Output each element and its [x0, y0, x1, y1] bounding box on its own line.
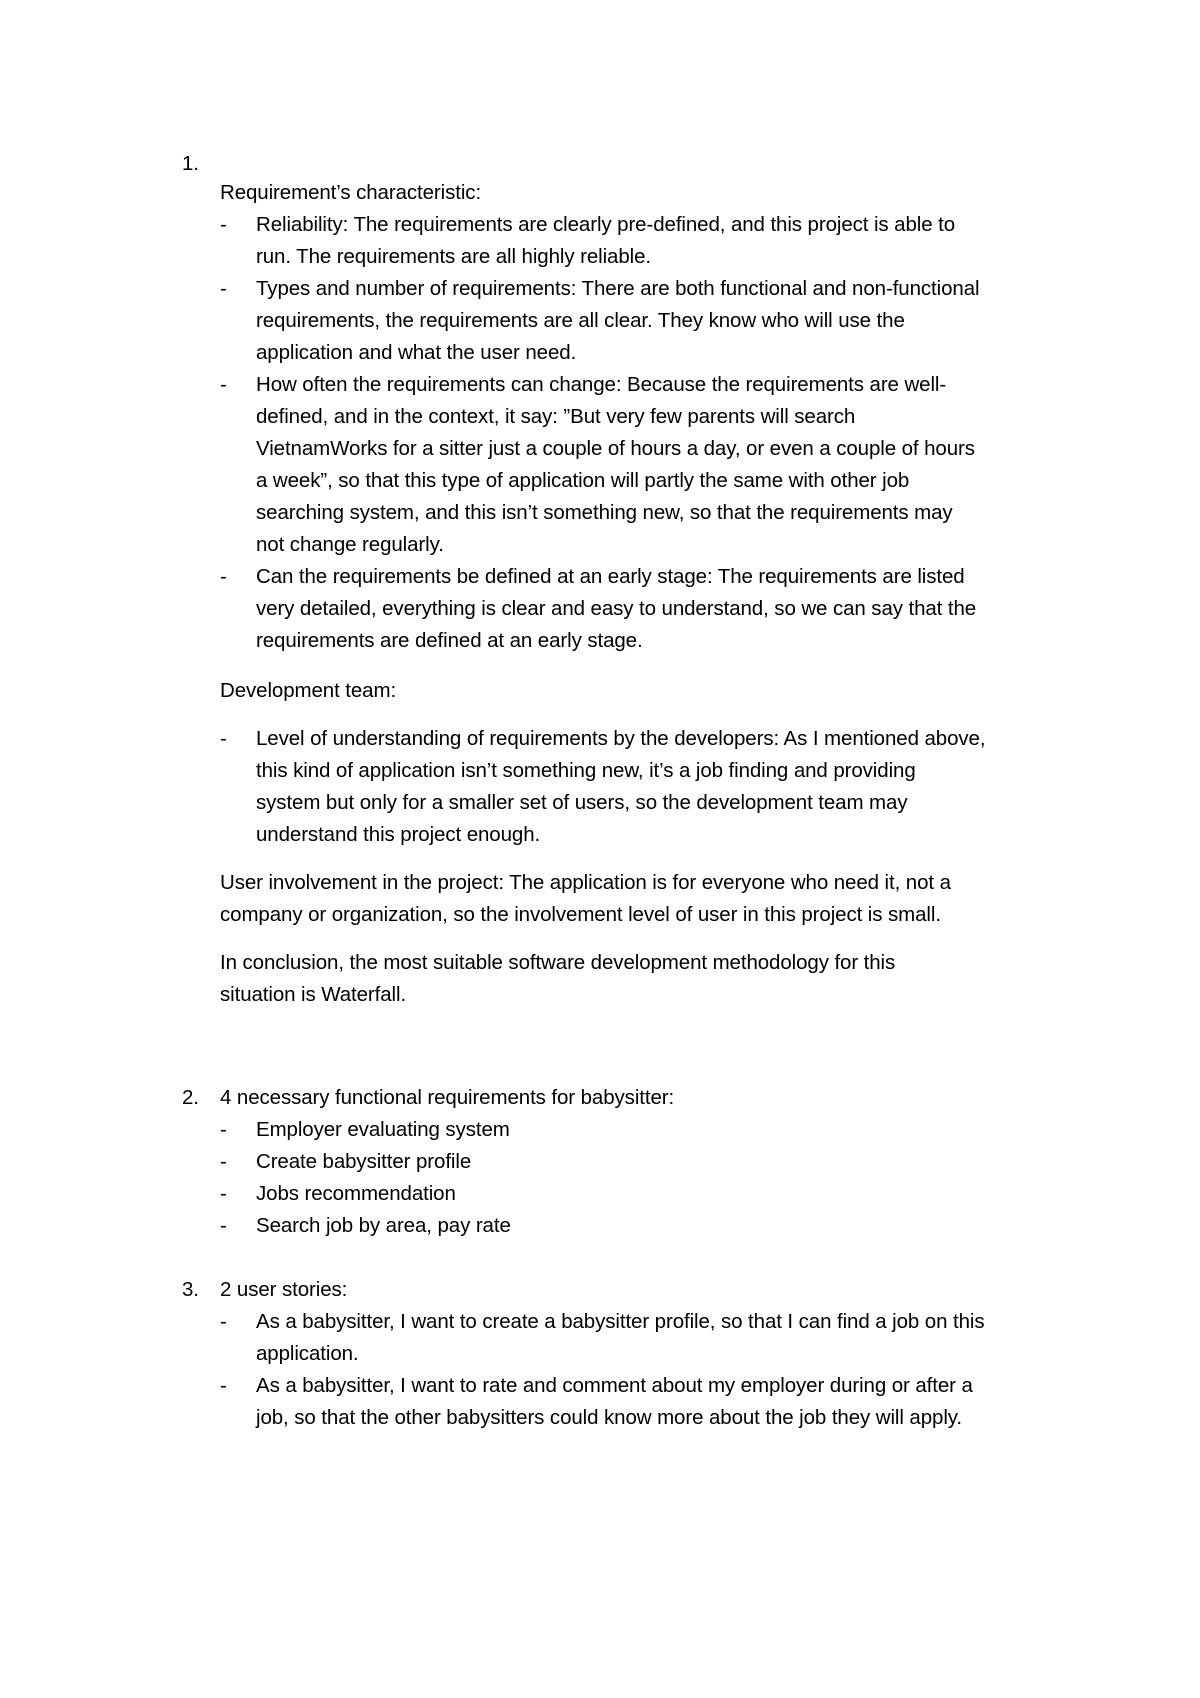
bullet-dash: - — [220, 565, 227, 588]
section-1-number: 1. — [182, 152, 199, 175]
text-line: VietnamWorks for a sitter just a couple of hours a day, or even a couple of hours — [256, 437, 975, 460]
development-team-heading: Development team: — [220, 679, 397, 702]
text-line: Types and number of requirements: There are both functional and non-functional — [256, 277, 980, 300]
text-line: defined, and in the context, it say: ”But very few parents will search — [256, 405, 856, 428]
list-item — [220, 1114, 1100, 1146]
text-line: In conclusion, the most suitable software development methodology for this — [220, 951, 896, 974]
requirements-heading: Requirement’s characteristic: — [220, 181, 482, 204]
bullet-dash: - — [220, 1214, 227, 1237]
section-1-requirements — [220, 177, 1100, 657]
text-line: As a babysitter, I want to create a babysitter profile, so that I can find a job on this — [256, 1310, 985, 1333]
text-line: searching system, and this isn’t something new, so that the requirements may — [256, 501, 953, 524]
text-line: Employer evaluating system — [256, 1118, 510, 1141]
text-line: Create babysitter profile — [256, 1150, 472, 1173]
bullet-dash: - — [220, 1310, 227, 1333]
text-line: Search job by area, pay rate — [256, 1214, 511, 1237]
list-item — [220, 723, 1100, 851]
list-item — [220, 369, 1100, 561]
text-line: not change regularly. — [256, 533, 444, 556]
text-line: understand this project enough. — [256, 823, 541, 846]
text-line: As a babysitter, I want to rate and comment about my employer during or after a — [256, 1374, 973, 1397]
text-line: company or organization, so the involvement level of user in this project is small. — [220, 903, 941, 926]
section-3-number: 3. — [182, 1278, 199, 1301]
bullet-dash: - — [220, 213, 227, 236]
list-item — [220, 1306, 1100, 1370]
text-line: run. The requirements are all highly reliable. — [256, 245, 651, 268]
list-item — [220, 209, 1100, 273]
section-2-number: 2. — [182, 1086, 199, 1109]
text-line: this kind of application isn’t something new, it’s a job finding and providing — [256, 759, 916, 782]
text-line: Reliability: The requirements are clearly pre-defined, and this project is able to — [256, 213, 956, 236]
bullet-dash: - — [220, 1118, 227, 1141]
text-line: situation is Waterfall. — [220, 983, 407, 1006]
text-line: system but only for a smaller set of users, so the development team may — [256, 791, 908, 814]
list-item — [220, 561, 1100, 657]
text-line: User involvement in the project: The application is for everyone who need it, not a — [220, 871, 951, 894]
text-line: job, so that the other babysitters could know more about the job they will apply. — [256, 1406, 963, 1429]
text-line: very detailed, everything is clear and easy to understand, so we can say that the — [256, 597, 977, 620]
text-line: a week”, so that this type of application will partly the same with other job — [256, 469, 910, 492]
text-line: application. — [256, 1342, 359, 1365]
list-item — [220, 273, 1100, 369]
bullet-dash: - — [220, 277, 227, 300]
list-item — [220, 1178, 1100, 1210]
user-involvement-paragraph — [220, 867, 1100, 931]
section-2-heading: 4 necessary functional requirements for babysitter: — [220, 1086, 675, 1109]
text-line: Level of understanding of requirements by the developers: As I mentioned above, — [256, 727, 986, 750]
text-line: requirements are defined at an early stage. — [256, 629, 643, 652]
text-line: Jobs recommendation — [256, 1182, 456, 1205]
conclusion-paragraph — [220, 947, 1100, 1011]
bullet-dash: - — [220, 1150, 227, 1173]
section-3-user-stories — [220, 1274, 1100, 1434]
text-line: Can the requirements be defined at an early stage: The requirements are listed — [256, 565, 965, 588]
text-line: requirements, the requirements are all clear. They know who will use the — [256, 309, 905, 332]
bullet-dash: - — [220, 1374, 227, 1397]
section-3-heading: 2 user stories: — [220, 1278, 348, 1301]
list-item — [220, 1370, 1100, 1434]
development-team-list — [220, 723, 1100, 851]
text-line: application and what the user need. — [256, 341, 577, 364]
bullet-dash: - — [220, 373, 227, 396]
section-2-functional-requirements — [220, 1082, 1100, 1242]
list-item — [220, 1146, 1100, 1178]
text-line: How often the requirements can change: Because the requirements are well- — [256, 373, 947, 396]
list-item — [220, 1210, 1100, 1242]
bullet-dash: - — [220, 727, 227, 750]
bullet-dash: - — [220, 1182, 227, 1205]
